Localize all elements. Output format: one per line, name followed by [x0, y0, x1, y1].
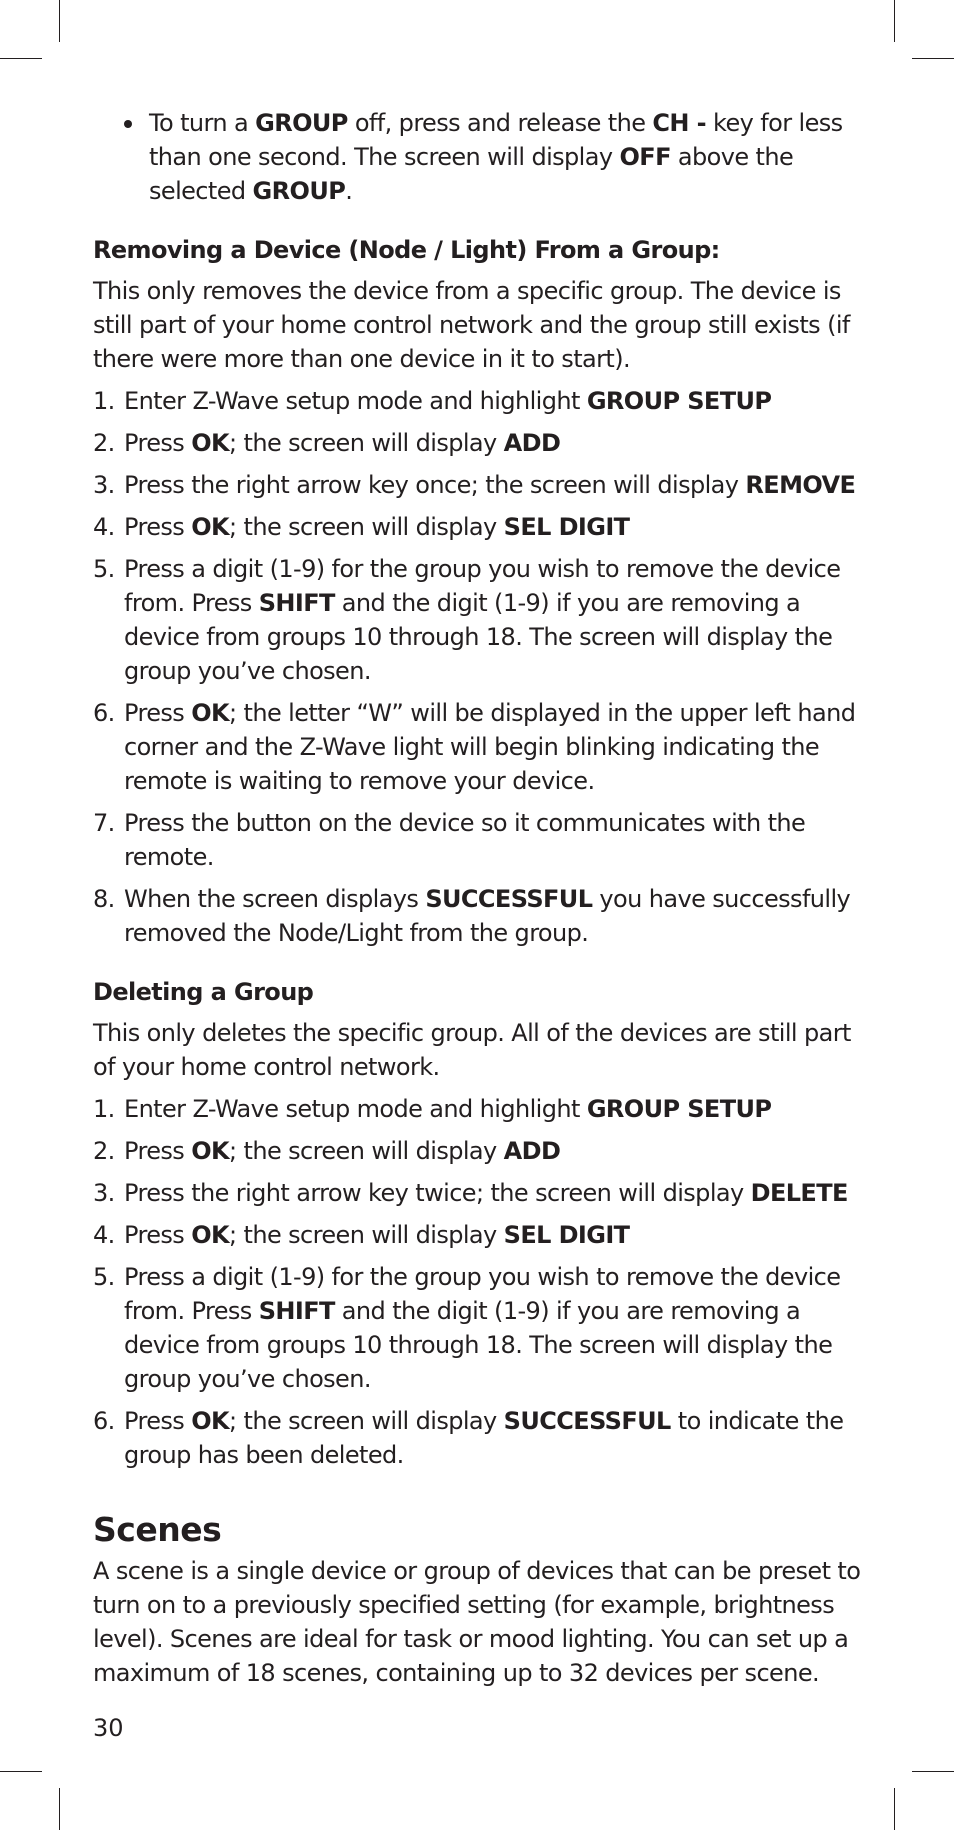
bullet-item: To turn a GROUP off, press and release the CH - key for less than one second. The screen will display OFF above the selected GROUP. — [124, 106, 863, 208]
step-text: Press OK; the screen will display SUCCESSFUL to indicate the group has been deleted. — [124, 1407, 844, 1469]
crop-mark-top-left — [59, 0, 60, 42]
remove-device-heading: Removing a Device (Node / Light) From a Group: — [93, 236, 720, 264]
crop-mark-top-right — [894, 0, 895, 42]
step-number: 3. — [93, 1179, 115, 1207]
crop-mark-bottom-left — [0, 1771, 42, 1772]
list-item — [93, 882, 863, 950]
step-number: 6. — [93, 699, 115, 727]
scenes-title: Scenes — [93, 1510, 222, 1549]
step-number: 6. — [93, 1407, 115, 1435]
step-number: 1. — [93, 1095, 115, 1123]
step-text: Enter Z-Wave setup mode and highlight GROUP SETUP — [124, 387, 772, 415]
scenes-body: A scene is a single device or group of devices that can be preset to turn on to a previously specified setting (for example, brightness level). Scenes are ideal for task or mood lighting. You can set up a maximum of 18 scenes, containing up to 32 devices per scene. — [93, 1557, 861, 1687]
step-number: 2. — [93, 429, 115, 457]
step-text: When the screen displays SUCCESSFUL you have successfully removed the Node/Light from the group. — [124, 885, 851, 947]
page-content — [93, 106, 863, 1698]
list-item — [93, 468, 863, 502]
step-text: Press the right arrow key once; the screen will display REMOVE — [124, 471, 856, 499]
crop-mark-top-left — [0, 58, 42, 59]
step-text: Enter Z-Wave setup mode and highlight GROUP SETUP — [124, 1095, 772, 1123]
crop-mark-bottom-right — [894, 1788, 895, 1830]
list-item — [93, 426, 863, 460]
step-text: Press a digit (1-9) for the group you wish to remove the device from. Press SHIFT and the digit (1-9) if you are removing a device from groups 10 through 18. The screen will display the group you’ve chosen. — [124, 555, 841, 685]
step-number: 2. — [93, 1137, 115, 1165]
step-number: 8. — [93, 885, 115, 913]
crop-mark-bottom-left — [59, 1788, 60, 1830]
step-text: Press a digit (1-9) for the group you wish to remove the device from. Press SHIFT and the digit (1-9) if you are removing a device from groups 10 through 18. The screen will display the group you’ve chosen. — [124, 1263, 841, 1393]
list-item — [93, 1404, 863, 1472]
list-item — [93, 1134, 863, 1168]
step-text: Press OK; the letter “W” will be displayed in the upper left hand corner and the Z-Wave light will begin blinking indicating the remote is waiting to remove your device. — [124, 699, 856, 795]
delete-group-heading: Deleting a Group — [93, 978, 314, 1006]
step-text: Press OK; the screen will display SEL DIGIT — [124, 513, 630, 541]
list-item — [93, 1260, 863, 1396]
delete-group-steps — [93, 1092, 863, 1472]
step-number: 7. — [93, 809, 115, 837]
step-text: Press the button on the device so it communicates with the remote. — [124, 809, 806, 871]
list-item — [93, 384, 863, 418]
step-text: Press OK; the screen will display SEL DIGIT — [124, 1221, 630, 1249]
step-text: Press OK; the screen will display ADD — [124, 429, 561, 457]
step-number: 4. — [93, 513, 115, 541]
list-item — [93, 806, 863, 874]
list-item — [93, 1092, 863, 1126]
step-text: Press OK; the screen will display ADD — [124, 1137, 561, 1165]
remove-device-intro: This only removes the device from a specific group. The device is still part of your home control network and the group still exists (if there were more than one device in it to start). — [93, 277, 850, 373]
step-text: Press the right arrow key twice; the screen will display DELETE — [124, 1179, 848, 1207]
step-number: 3. — [93, 471, 115, 499]
crop-mark-top-right — [912, 58, 954, 59]
list-item — [93, 1176, 863, 1210]
remove-device-steps — [93, 384, 863, 950]
list-item — [93, 552, 863, 688]
page-number: 30 — [93, 1714, 124, 1742]
step-number: 5. — [93, 555, 115, 583]
crop-mark-bottom-right — [912, 1771, 954, 1772]
list-item — [93, 1218, 863, 1252]
bullet-list — [93, 106, 863, 208]
step-number: 1. — [93, 387, 115, 415]
step-number: 5. — [93, 1263, 115, 1291]
delete-group-intro: This only deletes the specific group. All of the devices are still part of your home control network. — [93, 1019, 851, 1081]
list-item — [93, 510, 863, 544]
list-item — [93, 696, 863, 798]
step-number: 4. — [93, 1221, 115, 1249]
